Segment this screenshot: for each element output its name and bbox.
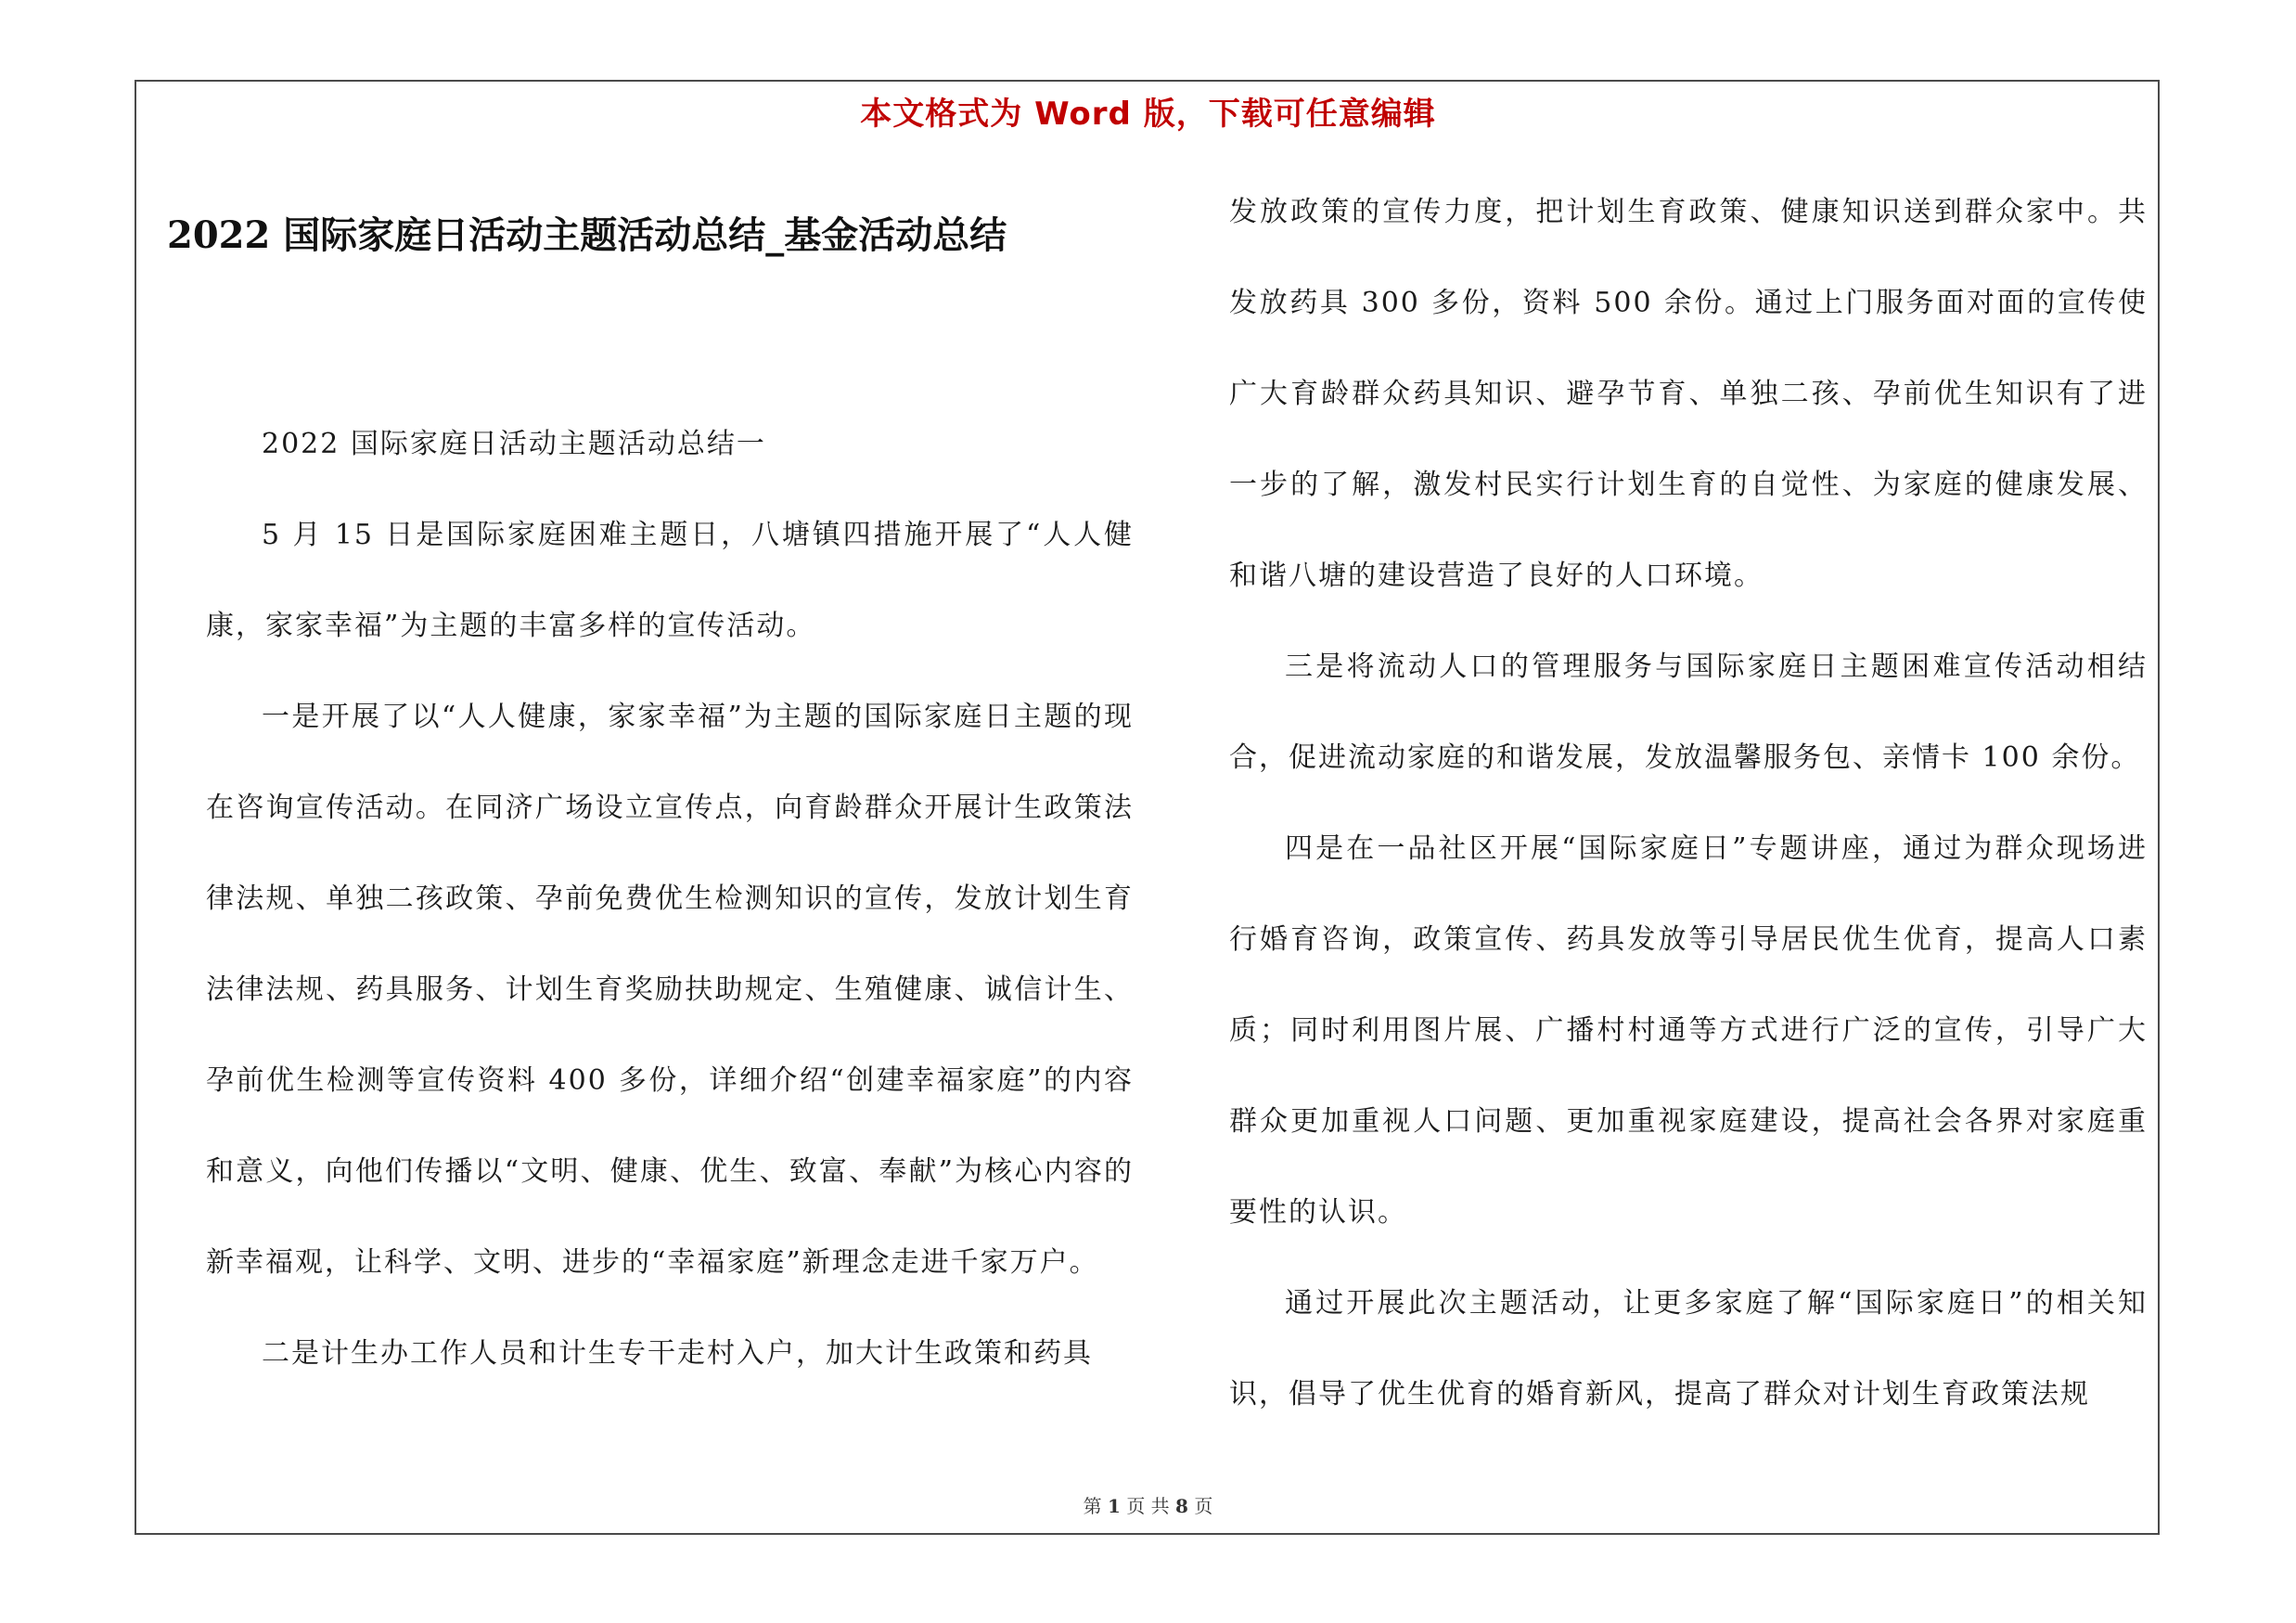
right-text-column bbox=[1229, 167, 2148, 1440]
footer-suffix: 页 bbox=[1194, 1495, 1213, 1517]
format-notice-banner: 本文格式为 Word 版，下载可任意编辑 bbox=[860, 96, 1436, 133]
left-text-column bbox=[206, 399, 1134, 1399]
footer-prefix: 第 bbox=[1083, 1495, 1102, 1517]
body-paragraph-continued: 发放政策的宣传力度，把计划生育政策、健康知识送到群众家中。共发放药具 300 多份，资料 500 余份。通过上门服务面对面的宣传使广大育龄群众药具知识、避孕节育、单独二孩、孕前优生知识有了进一步的了解，激发村民实行计划生育的自觉性、为家庭的健康发展、和谐八塘的建设营造了良好的人口环境。 bbox=[1229, 196, 2148, 592]
section-heading: 2022 国际家庭日活动主题活动总结一 bbox=[262, 428, 766, 460]
page-number-footer bbox=[0, 1491, 2296, 1518]
footer-middle: 页 共 bbox=[1126, 1495, 1170, 1517]
document-title: 2022 国际家庭日活动主题活动总结_基金活动总结 bbox=[167, 213, 1007, 257]
total-page-count: 8 bbox=[1175, 1495, 1188, 1517]
body-paragraph: 三是将流动人口的管理服务与国际家庭日主题困难宣传活动相结合，促进流动家庭的和谐发展，发放温馨服务包、亲情卡 100 余份。 bbox=[1229, 650, 2148, 774]
body-paragraph: 5 月 15 日是国际家庭困难主题日，八塘镇四措施开展了“人人健康，家家幸福”为主题的丰富多样的宣传活动。 bbox=[206, 519, 1134, 642]
body-paragraph: 四是在一品社区开展“国际家庭日”专题讲座，通过为群众现场进行婚育咨询，政策宣传、药具发放等引导居民优生优育，提高人口素质；同时利用图片展、广播村村通等方式进行广泛的宣传，引导广大群众更加重视人口问题、更加重视家庭建设，提高社会各界对家庭重要性的认识。 bbox=[1229, 832, 2148, 1229]
current-page-number: 1 bbox=[1108, 1495, 1121, 1517]
body-paragraph: 通过开展此次主题活动，让更多家庭了解“国际家庭日”的相关知识，倡导了优生优育的婚育新风，提高了群众对计划生育政策法规 bbox=[1229, 1287, 2148, 1410]
body-paragraph: 一是开展了以“人人健康，家家幸福”为主题的国际家庭日主题的现在咨询宣传活动。在同济广场设立宣传点，向育龄群众开展计生政策法律法规、单独二孩政策、孕前免费优生检测知识的宣传，发放计划生育法律法规、药具服务、计划生育奖励扶助规定、生殖健康、诚信计生、孕前优生检测等宣传资料 400 多份，详细介绍“创建幸福家庭”的内容和意义，向他们传播以“文明、健康、优生、致富、奉献”为核心内容的新幸福观，让科学、文明、进步的“幸福家庭”新理念走进千家万户。 bbox=[206, 701, 1134, 1279]
body-paragraph: 二是计生办工作人员和计生专干走村入户，加大计生政策和药具 bbox=[262, 1337, 1093, 1370]
